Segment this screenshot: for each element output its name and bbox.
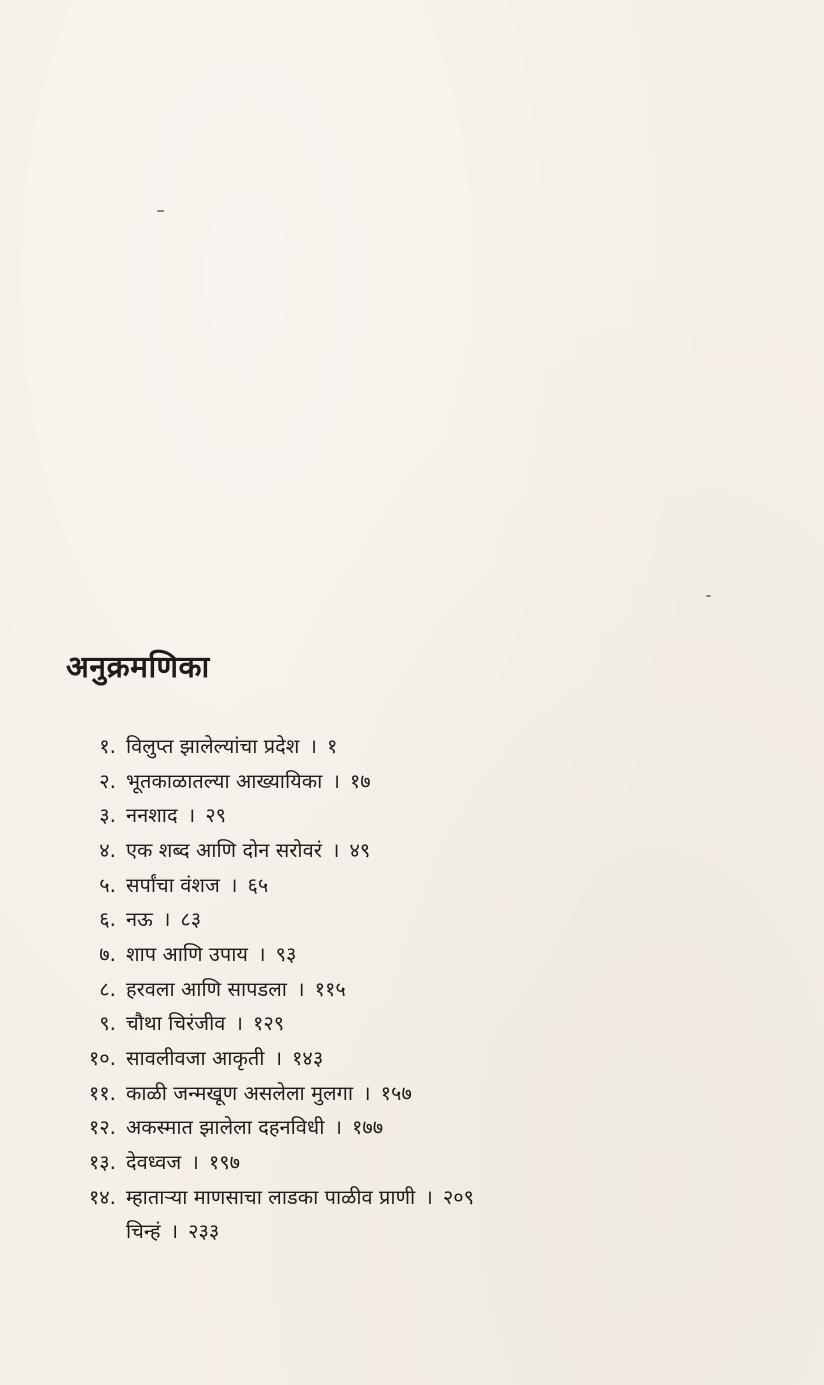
chapter-title: चौथा चिरंजीव (126, 1011, 226, 1036)
chapter-number: १०. (88, 1046, 116, 1071)
chapter-title: देवध्वज (126, 1150, 182, 1175)
chapter-number: ६. (99, 907, 116, 932)
chapter-number: ३. (99, 803, 116, 828)
separator: । (332, 768, 340, 793)
page-number: २३३ (188, 1219, 220, 1244)
separator: । (187, 803, 196, 828)
page-number: १९७ (208, 1150, 241, 1175)
toc-entry[interactable] (60, 901, 680, 936)
toc-entry[interactable] (60, 971, 680, 1006)
page-number: १७७ (352, 1115, 384, 1140)
separator: । (363, 1080, 371, 1105)
page-number: ४९ (349, 837, 371, 862)
toc-entry[interactable] (60, 1040, 680, 1075)
toc-entry[interactable] (60, 1179, 680, 1214)
chapter-title: अकस्मात झालेला दहनविधी (126, 1115, 325, 1140)
page-number: ११५ (314, 976, 346, 1001)
page-number: २९ (205, 803, 227, 828)
separator: । (425, 1184, 433, 1209)
chapter-title: सर्पांचा वंशज (126, 872, 220, 897)
separator: । (191, 1150, 199, 1175)
separator: । (258, 941, 266, 966)
page-number: ६५ (247, 872, 269, 897)
chapter-number: ७. (99, 941, 116, 966)
separator: । (170, 1219, 179, 1244)
chapter-number: १३. (88, 1150, 116, 1175)
separator: । (235, 1011, 243, 1036)
chapter-title: विलुप्त झालेल्यांचा प्रदेश (126, 733, 300, 758)
toc-entry[interactable] (60, 1214, 680, 1249)
page-number: १२९ (253, 1011, 285, 1036)
toc-entry[interactable] (60, 832, 680, 867)
chapter-title: सावलीवजा आकृती (126, 1046, 265, 1071)
chapter-title: म्हाताऱ्या माणसाचा लाडका पाळीव प्राणी (126, 1184, 416, 1209)
chapter-number: ८. (99, 976, 116, 1001)
chapter-number: १. (99, 733, 116, 758)
toc-entry[interactable] (60, 1075, 680, 1110)
separator: । (162, 907, 171, 932)
chapter-number: २. (99, 768, 116, 793)
chapter-number: ११. (88, 1080, 116, 1105)
page-number: २०९ (442, 1184, 475, 1209)
chapter-number: ४. (99, 837, 116, 862)
page-number: ८३ (180, 907, 202, 932)
chapter-title: चिन्हं (126, 1219, 161, 1244)
chapter-number: ९. (99, 1011, 116, 1036)
chapter-title: काळी जन्मखूण असलेला मुलगा (126, 1080, 354, 1105)
toc-entry[interactable] (60, 1110, 680, 1145)
chapter-title: शाप आणि उपाय (126, 941, 249, 966)
chapter-title: ननशाद (126, 803, 178, 828)
chapter-number: १४. (88, 1184, 116, 1209)
separator: । (296, 976, 305, 1001)
page-number: १५७ (380, 1080, 412, 1105)
page-title: अनुक्रमणिका (66, 650, 210, 685)
toc-entry[interactable] (60, 728, 680, 763)
paper-speck (706, 595, 711, 597)
paper-speck (157, 210, 164, 212)
page-number: १ (327, 733, 338, 758)
table-of-contents (60, 728, 680, 1248)
toc-entry[interactable] (60, 936, 680, 971)
separator: । (334, 1115, 342, 1140)
toc-entry[interactable] (60, 1006, 680, 1041)
chapter-title: भूतकाळातल्या आख्यायिका (126, 768, 323, 793)
chapter-number: १२. (88, 1115, 116, 1140)
page-number: १७ (349, 768, 371, 793)
toc-entry[interactable] (60, 867, 680, 902)
chapter-title: हरवला आणि सापडला (126, 976, 287, 1001)
page-number: १४३ (292, 1046, 324, 1071)
separator: । (274, 1046, 283, 1071)
toc-entry[interactable] (60, 797, 680, 832)
separator: । (229, 872, 238, 897)
chapter-number: ५. (99, 872, 116, 897)
separator: । (309, 733, 317, 758)
toc-entry[interactable] (60, 763, 680, 798)
chapter-title: एक शब्द आणि दोन सरोवरं (126, 837, 322, 862)
toc-entry[interactable] (60, 1144, 680, 1179)
chapter-title: नऊ (126, 907, 153, 932)
page-number: ९३ (275, 941, 297, 966)
separator: । (331, 837, 340, 862)
